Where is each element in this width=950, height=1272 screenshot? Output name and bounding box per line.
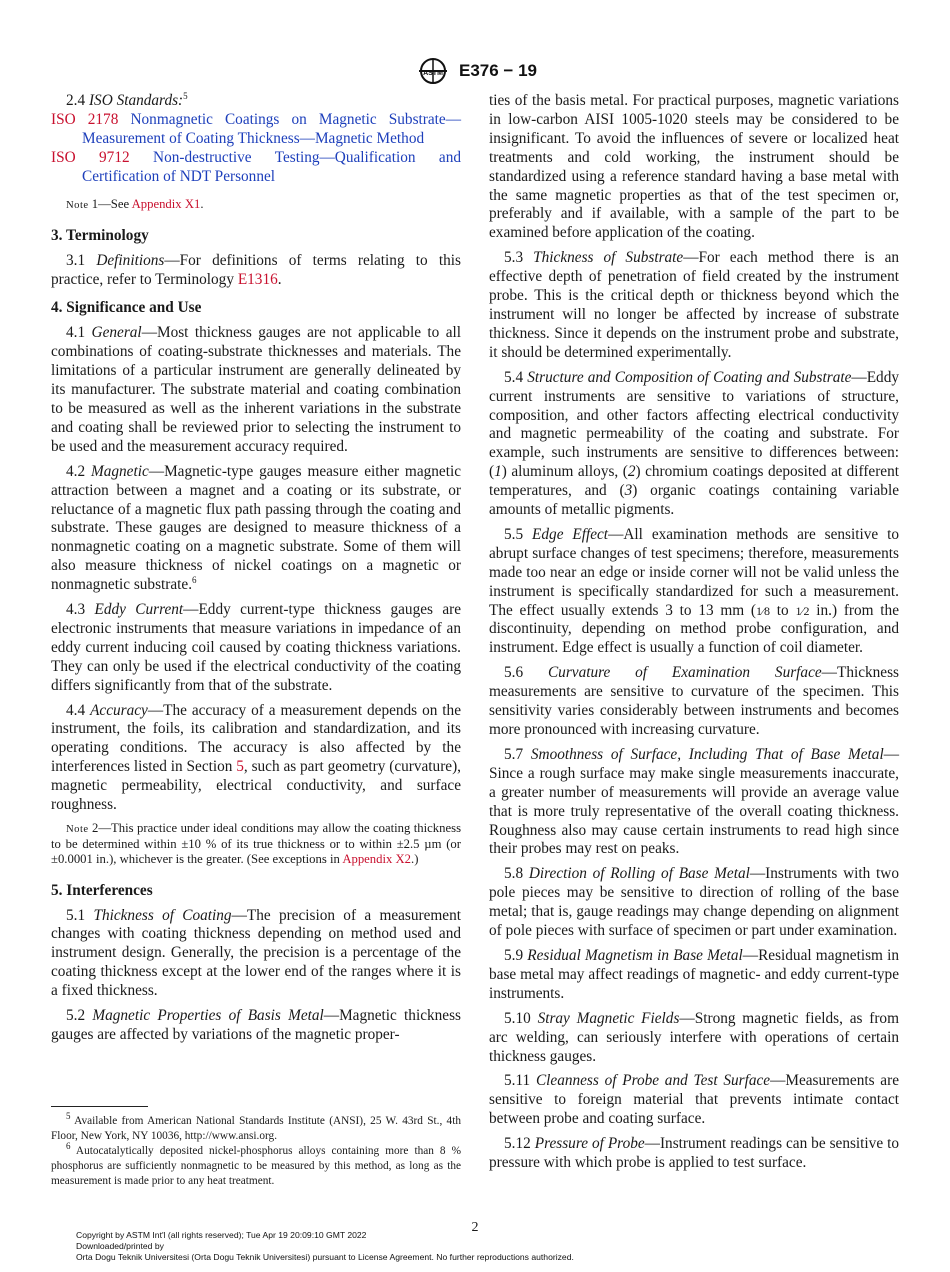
right-column (489, 92, 899, 1179)
copyright-footer (76, 1230, 574, 1263)
appendix-x2-link[interactable]: Appendix X2 (342, 852, 412, 867)
iso-2178-ref (51, 111, 461, 149)
page-number: 2 (471, 1220, 479, 1235)
section-3-heading: 3. Terminology (51, 226, 149, 244)
para-5-3: 5.3 Thickness of Substrate—For each method there is an effective depth of penetration of field created by the instrument probe. This is the critical depth or thickness beyond which the instrument will no longer be affected by increase of substrate thickness. Since it depends on the instrument probe and substrate, it should be determined experimentally. (489, 249, 900, 361)
e1316-link[interactable]: E1316 (237, 270, 278, 288)
page-header (0, 56, 950, 86)
para-4-2: 4.2 Magnetic—Magnetic-type gauges measure either magnetic attraction between a magnet and a coating or its substrate, or reluctance of a magnetic flux path passing through the coating and substrate. These gauges are designed to measure thickness of a nonmagnetic coating on a magnetic substrate. Some of them will also measure thickness of nickel coatings on a magnetic or nonmagnetic substrate.$^6$ (51, 462, 461, 594)
iso-9712-link[interactable]: ISO 9712 (51, 148, 130, 166)
section-4-heading: 4. Significance and Use (51, 299, 202, 317)
para-5-4: 5.4 Structure and Composition of Coating and Substrate—Eddy current instruments are sensitive to variations of structure, composition, and other factors affecting electrical conductivity and magnetic permeability of the coating and substrate. For example, such instruments are sensitive to differences between: (1) aluminum alloys, (2) chromium coatings deposited at different temperatures, and (3) organic coatings containing variable amounts of metallic pigments. (489, 368, 899, 519)
footnotes (51, 1111, 462, 1189)
footnote-5: $^5$ Available from American National Standards Institute (ANSI), 25 W. 43rd St., 4th Floor, New York, NY 10036, http://www.ansi.org. (51, 1111, 461, 1142)
footnote-divider (51, 1106, 148, 1107)
iso-9712-ref (51, 149, 461, 187)
para-5-5: 5.5 Edge Effect—All examination methods are sensitive to abrupt surface changes of test specimens; therefore, measurements made too near an edge or inside corner will not be valid unless the instrument is specifically standardized for such a measurement. The effect usually extends 3 to 13 mm (1⁄8 to 1⁄2 in.) from the discontinuity, depending on method probe configuration, and instrument. Edge effect is usually a function of coil diameter. (489, 525, 900, 657)
para-5-6: 5.6 Curvature of Examination Surface—Thickness measurements are sensitive to curvature of the specimen. This sensitivity varies considerably between instruments and becomes more pronounced with increasing curvature. (489, 664, 899, 738)
logo-text: ASTM (423, 70, 443, 77)
para-3-1: 3.1 Definitions—For definitions of terms relating to this practice, refer to Terminology E1316. (51, 251, 462, 288)
section-5-link[interactable]: 5 (236, 758, 244, 776)
license-line: Orta Dogu Teknik Universitesi (Orta Dogu Teknik Universitesi) pursuant to License Agreement. No further reproductions authorized. (76, 1252, 574, 1262)
para-5-12: 5.12 Pressure of Probe—Instrument readings can be sensitive to pressure with which probe is applied to test surface. (489, 1135, 899, 1172)
para-4-1: 4.1 General—Most thickness gauges are not applicable to all combinations of coating-substrate thicknesses and materials. The limitations of a particular instrument are generally delineated by its manufacturer. The substrate material and coating combination to be measured as well as the inherent variations in the substrate and coating shall be reviewed prior to selecting the instrument to be used and the measurement accuracy required. (51, 324, 462, 455)
designation: E376 − 19 (459, 61, 537, 80)
iso-2178-title-link[interactable]: Nonmagnetic Coatings on Magnetic Substrate—Measurement of Coating Thickness—Magnetic Method (82, 110, 461, 147)
para-4-4: 4.4 Accuracy—The accuracy of a measurement depends on the instrument, the foils, its calibration and standardization, and its operating conditions. The accuracy is also affected by the interferences listed in Section 5, such as part geometry (curvature), magnetic permeability, electrical conductivity, and surface roughness. (51, 701, 461, 814)
para-5-2-continued: ties of the basis metal. For practical purposes, magnetic variations in low-carbon AISI 1005-1020 steels may be considered to be insignificant. To avoid the influences of severe or localized heat treatments and cold working, the instrument should be standardized using a reference standard having a base metal with the same magnetic properties as that of the test specimen or, preferably and if available, with a sample of the part to be examined before application of the coating. (489, 92, 899, 242)
para-5-7: 5.7 Smoothness of Surface, Including That of Base Metal—Since a rough surface may make single measurements inaccurate, a greater number of measurements will provide an average value that is more truly representative of the overall coating thickness. Roughness also may cause certain instruments to read high since their probes may rest on peaks. (489, 745, 900, 858)
para-5-9: 5.9 Residual Magnetism in Base Metal—Residual magnetism in base metal may affect readings of magnetic- and eddy current-type instruments. (489, 946, 899, 1002)
para-5-8: 5.8 Direction of Rolling of Base Metal—Instruments with two pole pieces may be sensitive to direction of rolling of the base metal; that is, gauge readings may change depending on alignment of pole pieces with surface of specimen or part under examination. (489, 865, 899, 940)
downloaded-line: Downloaded/printed by (76, 1241, 164, 1251)
appendix-x1-link[interactable]: Appendix X1 (131, 196, 201, 211)
iso-9712-title-link[interactable]: Non-destructive Testing—Qualification and Certification of NDT Personnel (82, 148, 461, 185)
left-column (51, 92, 461, 1051)
iso-standards-heading: 2.4 ISO Standards:$^5$ (66, 90, 188, 109)
astm-logo-icon (413, 56, 453, 86)
iso-2178-link[interactable]: ISO 2178 (51, 110, 119, 128)
note-2: Note 2—This practice under ideal conditions may allow the coating thickness to be determined within ±10 % of its true thickness or to within ±2.5 µm (or ±0.0001 in.), whichever is the greater. (See exceptions in Appendix X2.) (51, 821, 462, 867)
note-1: Note 1—See Appendix X1. (66, 196, 204, 211)
section-5-heading: 5. Interferences (51, 881, 153, 899)
para-5-2: 5.2 Magnetic Properties of Basis Metal—Magnetic thickness gauges are affected by variations of the magnetic proper- (51, 1007, 461, 1043)
para-5-1: 5.1 Thickness of Coating—The precision of a measurement changes with coating thickness depending on method used and instrument design. Generally, the precision is a percentage of the coating thickness except at the lower end of the ranges where it is a fixed thickness. (51, 906, 461, 1000)
para-4-3: 4.3 Eddy Current—Eddy current-type thickness gauges are electronic instruments that measure variations in impedance of an eddy current inducing coil caused by coating thickness variations. They can only be used if the electrical conductivity of the coating differs significantly from that of the substrate. (51, 601, 461, 694)
para-5-11: 5.11 Cleanness of Probe and Test Surface—Measurements are sensitive to foreign material that prevents intimate contact between probe and coating surface. (489, 1072, 899, 1128)
para-5-10: 5.10 Stray Magnetic Fields—Strong magnetic fields, as from arc welding, can seriously interfere with operations of certain thickness gauges. (489, 1009, 899, 1065)
footnote-6: $^6$ Autocatalytically deposited nickel-phosphorus alloys containing more than 8 % phosphorus are sufficiently nonmagnetic to be measured by this method, as long as the measurement is made prior to any heat treatment. (51, 1141, 462, 1187)
copyright-line: Copyright by ASTM Int'l (all rights reserved); Tue Apr 19 20:09:10 GMT 2022 (76, 1230, 367, 1240)
